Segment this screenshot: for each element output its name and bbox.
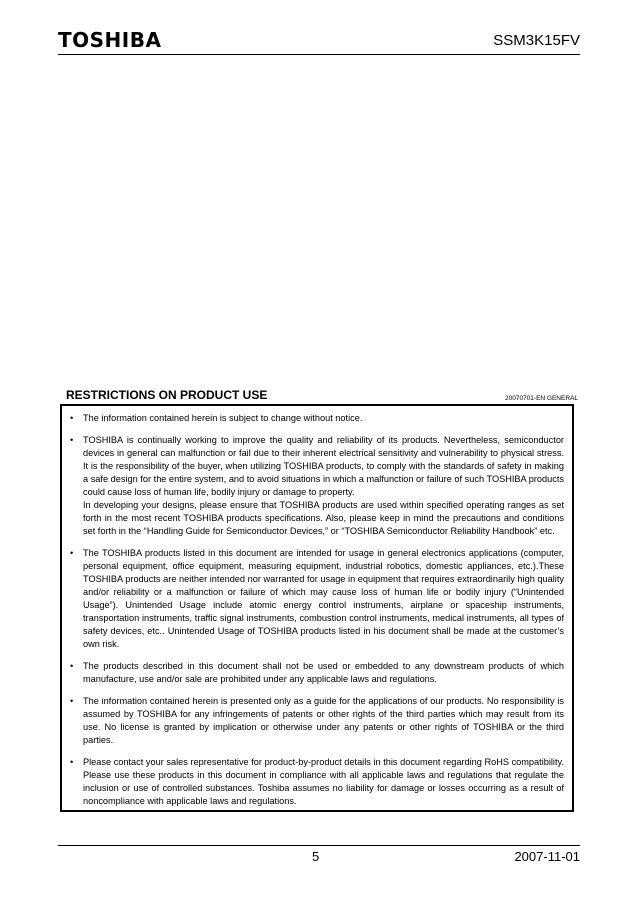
restriction-text: TOSHIBA is continually working to improve the quality and reliability of its products. Nevertheless, semiconductor devices in general can malfunction or fail due to their inherent electrical sensitivity and vulnerability to physical stress. It is the responsibility of the buyer, when utilizing TOSHIBA products, to comply with the standards of safety in making a safe design for the entire system, and to avoid situations in which a malfunction or failure of such TOSHIBA products could cause loss of human life, bodily injury or damage to property. — [83, 435, 564, 497]
restriction-text: The TOSHIBA products listed in this document are intended for usage in general electronics applications (computer, personal equipment, office equipment, measuring equipment, industrial robotics, domestic appliances, etc.).These TOSHIBA products are neither intended nor warranted for usage in equipment that requires extraordinarily high quality and/or reliability or a malfunction or failure of which may cause loss of human life or bodily injury (“Unintended Usage”). Unintended Usage include atomic energy control instruments, airplane or spaceship instruments, transportation instruments, traffic signal instruments, combustion control instruments, medical instruments, all types of safety devices, etc.. Unintended Usage of TOSHIBA products listed in his document shall be made at the customer’s own risk. — [83, 548, 564, 649]
restriction-item — [70, 547, 564, 651]
toshiba-logo: TOSHIBA — [58, 28, 162, 52]
bullet-icon: • — [70, 413, 74, 423]
bullet-icon: • — [70, 757, 74, 767]
restriction-item — [70, 756, 564, 808]
page-number: 5 — [312, 849, 320, 864]
restriction-item — [70, 695, 564, 747]
restriction-text: The information contained herein is presented only as a guide for the applications of our products. No responsibility is assumed by TOSHIBA for any infringements of patents or other rights of the third parties which may result from its use. No license is granted by implication or otherwise under any patents or other rights of TOSHIBA or the third parties. — [83, 696, 564, 745]
section-title: RESTRICTIONS ON PRODUCT USE — [66, 388, 268, 402]
part-number: SSM3K15FV — [493, 32, 580, 49]
bullet-icon: • — [70, 548, 74, 558]
bullet-icon: • — [70, 435, 74, 445]
restriction-text: The information contained herein is subject to change without notice. — [83, 413, 363, 423]
restriction-item — [70, 434, 564, 538]
document-date: 2007-11-01 — [514, 849, 580, 864]
restriction-text: In developing your designs, please ensure that TOSHIBA products are used within specified operating ranges as set forth in the most recent TOSHIBA products specifications. Also, please keep in mind the precautions and conditions set forth in the “Handling Guide for Semiconductor Devices,” or “TOSHIBA Semiconductor Reliability Handbook” etc. — [83, 500, 564, 536]
restriction-item — [70, 660, 564, 686]
restriction-text: Please contact your sales representative for product-by-product details in this document regarding RoHS compatibility. Please use these products in this document in compliance with all applicable laws and regulations that regulate the inclusion or use of controlled substances. Toshiba assumes no liability for damage or losses occurring as a result of noncompliance with applicable laws and regulations. — [83, 757, 564, 806]
bullet-icon: • — [70, 696, 74, 706]
restriction-text: The products described in this document shall not be used or embedded to any downstream products of which manufacture, use and/or sale are prohibited under any applicable laws and regulations. — [83, 661, 564, 684]
header-divider — [58, 54, 580, 55]
footer-divider — [58, 845, 580, 846]
bullet-icon: • — [70, 661, 74, 671]
section-code: 20070701-EN GENERAL — [505, 395, 578, 402]
restriction-item — [70, 412, 564, 425]
restrictions-box — [60, 404, 574, 812]
restrictions-list — [70, 412, 564, 808]
